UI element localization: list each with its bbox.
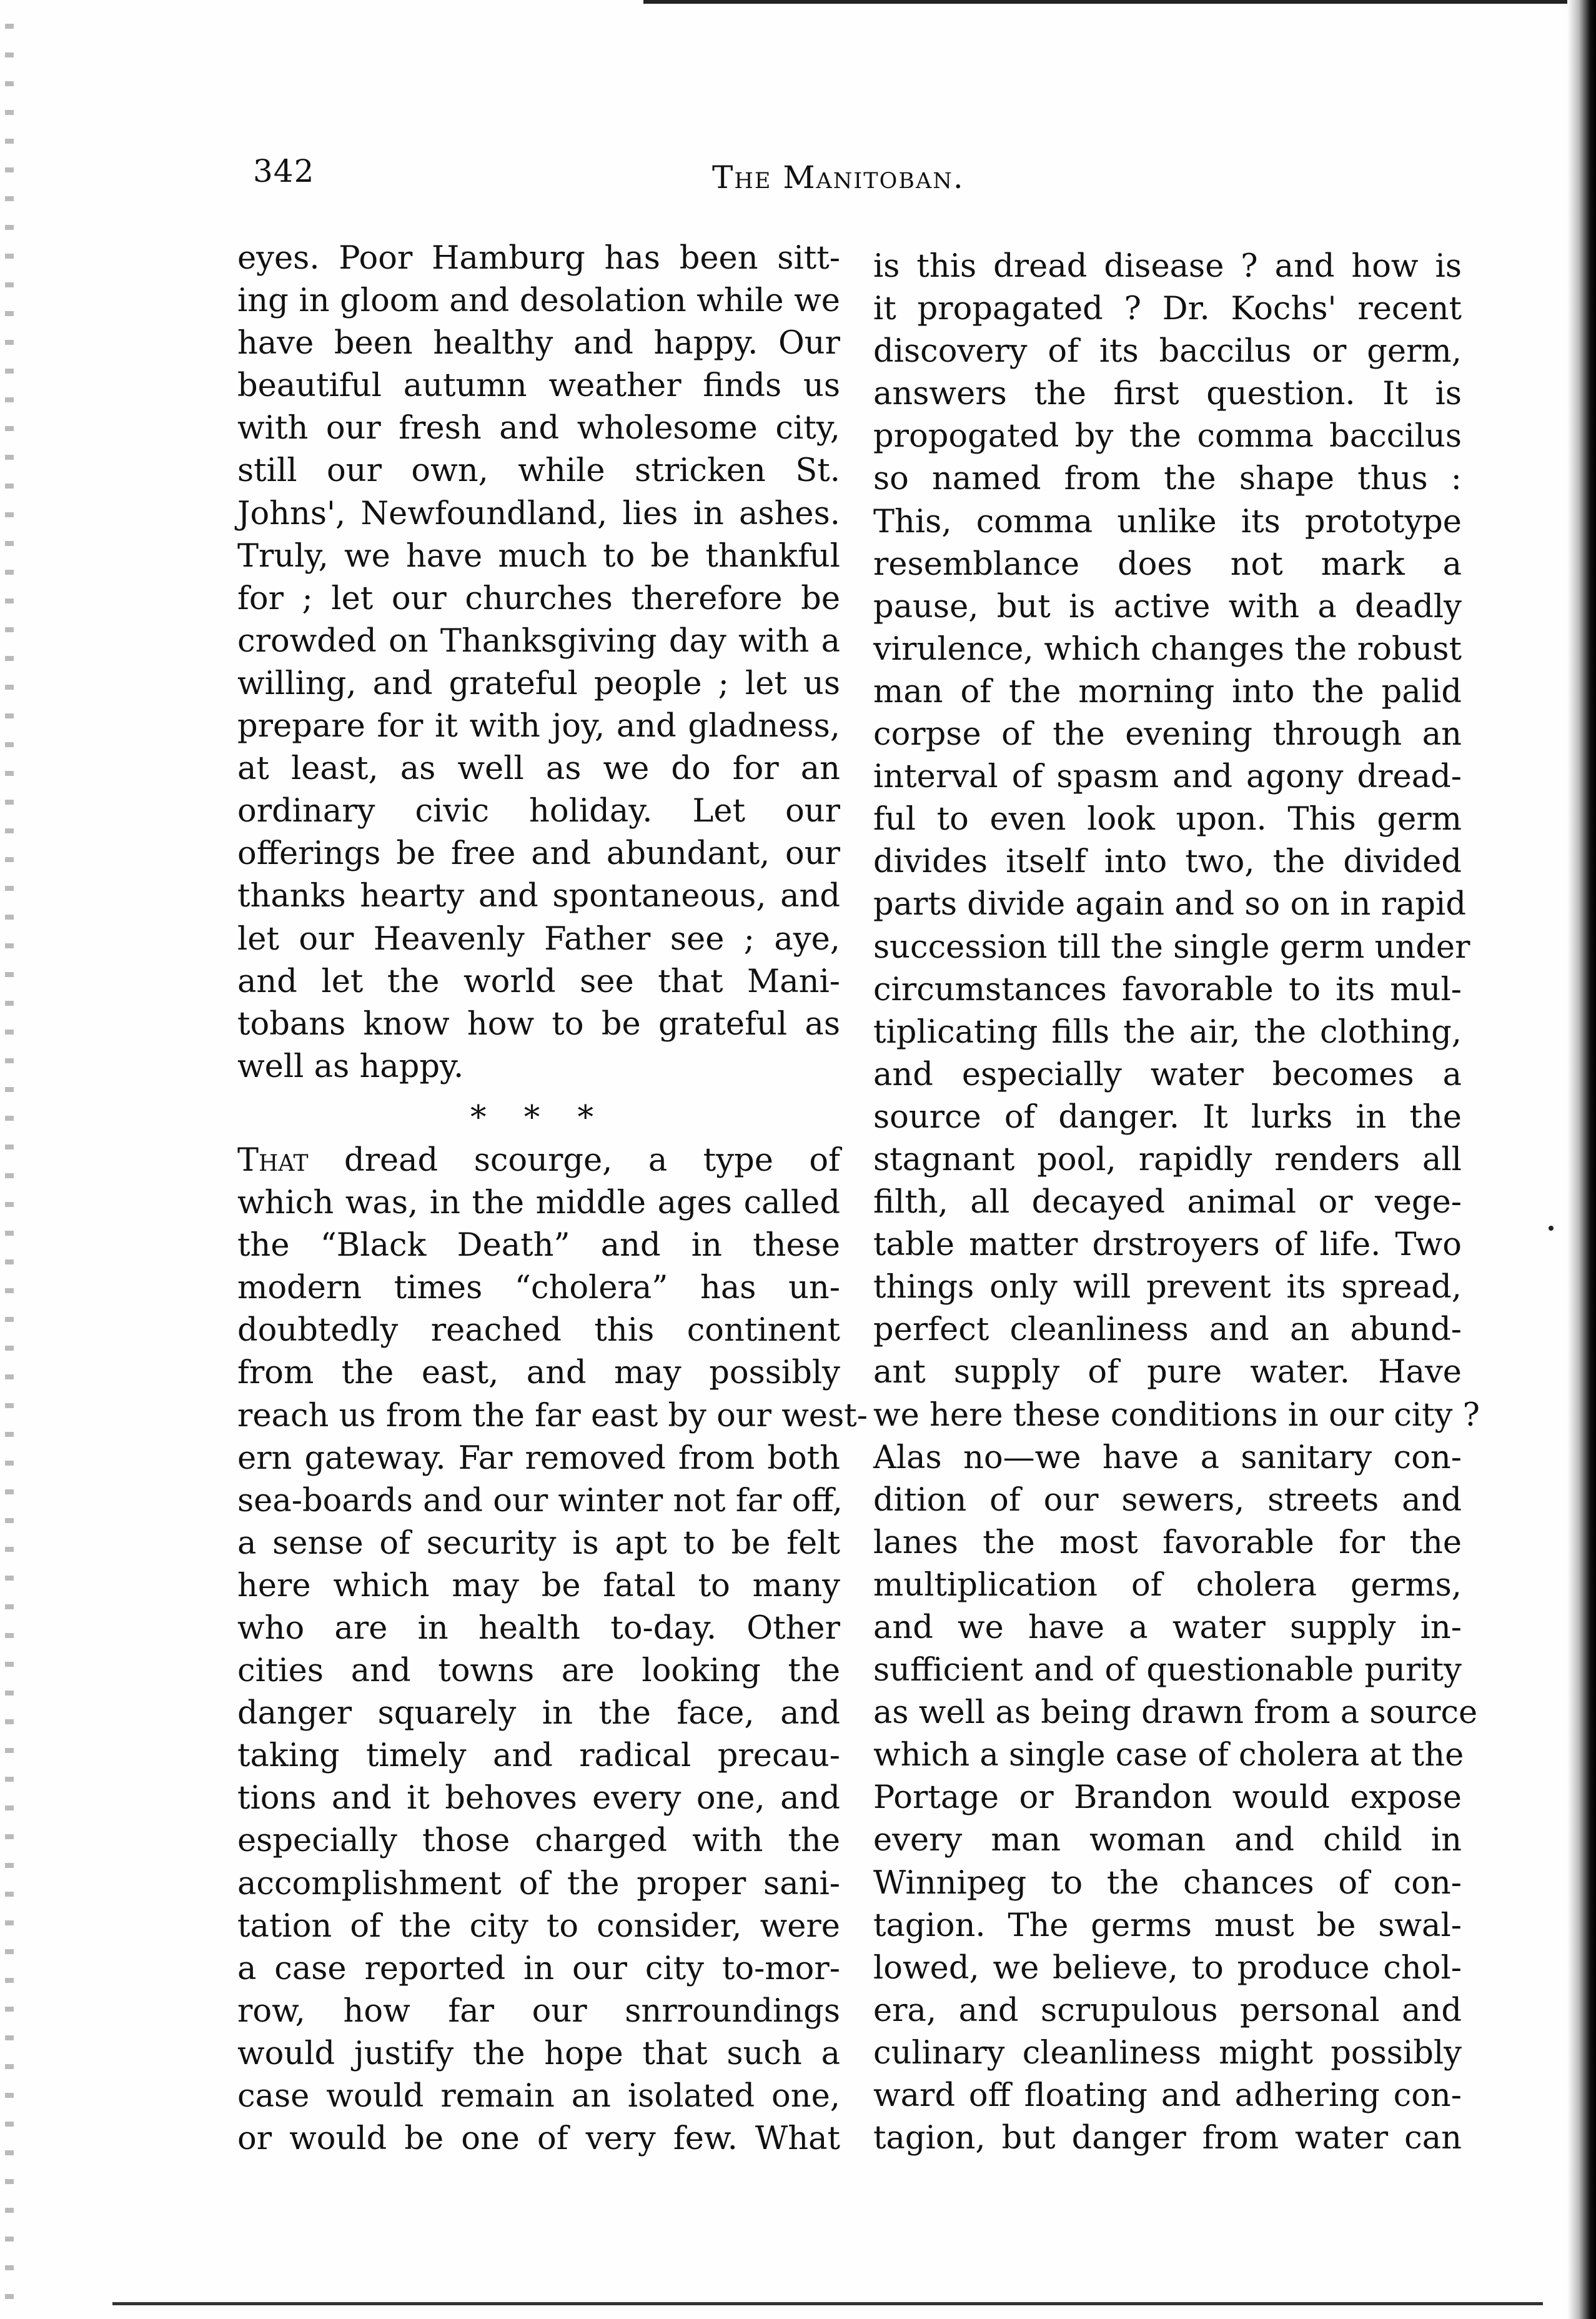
text-line: well as happy. <box>237 1048 464 1085</box>
text-line: sea-boards and our winter not far off, <box>237 1482 843 1519</box>
text-line: which was, in the middle ages called <box>237 1184 840 1222</box>
text-line: tagion, but danger from water can <box>873 2120 1462 2157</box>
scan-edge-left <box>5 0 14 2319</box>
text-line: ordinary civic holiday. Let our <box>237 793 840 830</box>
text-line: ant supply of pure water. Have <box>873 1354 1462 1391</box>
text-line: a case reported in our city to-mor- <box>237 1950 840 1987</box>
text-line: tagion. The germs must be swal- <box>873 1907 1462 1944</box>
left-column <box>237 237 868 2160</box>
text-line: especially those charged with the <box>237 1822 840 1860</box>
text-line: reach us from the far east by our west- <box>237 1397 868 1434</box>
text-line: the “Black Death” and in these <box>237 1227 840 1264</box>
text-line: man of the morning into the palid <box>873 673 1462 710</box>
text-line: and let the world see that Mani- <box>237 963 840 1000</box>
text-line: tation of the city to consider, were <box>237 1907 840 1945</box>
text-line: era, and scrupulous personal and <box>873 1992 1462 2029</box>
text-line: culinary cleanliness might possibly <box>873 2034 1462 2072</box>
text-line: things only will prevent its spread, <box>873 1269 1462 1306</box>
right-column <box>873 246 1480 2160</box>
text-line: succession till the single germ under <box>873 928 1470 966</box>
scan-edge-right <box>1567 0 1596 2319</box>
text-line: perfect cleanliness and an abund- <box>873 1311 1462 1349</box>
text-line: row, how far our snrroundings <box>237 1992 840 2030</box>
text-line: tobans know how to be grateful as <box>237 1005 840 1043</box>
text-line: here which may be fatal to many <box>237 1567 840 1604</box>
text-line: so named from the shape thus : <box>873 460 1462 498</box>
text-line: Portage or Brandon would expose <box>873 1779 1462 1817</box>
paragraph-thanksgiving <box>237 237 840 1088</box>
text-line: discovery of its baccilus or germ, <box>873 333 1462 370</box>
text-line: Truly, we have much to be thankful <box>237 537 840 575</box>
text-line: eyes. Poor Hamburg has been sitt- <box>237 240 840 277</box>
text-line: This, comma unlike its prototype <box>873 503 1462 540</box>
text-line: filth, all decayed animal or vege- <box>873 1184 1462 1221</box>
text-line: a sense of security is apt to be felt <box>237 1524 840 1562</box>
spacer <box>237 1088 840 1097</box>
text-line: parts divide again and so on in rapid <box>873 886 1466 923</box>
text-line: from the east, and may possibly <box>237 1354 840 1392</box>
text-line: lowed, we believe, to produce chol- <box>873 1949 1462 1987</box>
text-line: propogated by the comma baccilus <box>873 418 1462 455</box>
text-line: interval of spasm and agony dread- <box>873 758 1462 796</box>
text-line: every man woman and child in <box>873 1822 1462 1859</box>
page-number: 342 <box>253 153 315 189</box>
text-line: Alas no—we have a sanitary con- <box>873 1439 1462 1476</box>
text-line: Johns', Newfoundland, lies in ashes. <box>237 495 840 532</box>
text-line: danger squarely in the face, and <box>237 1695 840 1732</box>
text-line: resemblance does not mark a <box>873 545 1462 583</box>
text-fragment: dread scourge, a type of <box>308 1141 840 1179</box>
text-line: still our own, while stricken St. <box>237 452 840 490</box>
scan-edge-bottom <box>112 2302 1543 2305</box>
text-line: doubtedly reached this continent <box>237 1312 840 1349</box>
text-line: for ; let our churches therefore be <box>237 580 840 617</box>
text-line: and we have a water supply in- <box>873 1609 1462 1646</box>
text-line: dition of our sewers, streets and <box>873 1481 1462 1519</box>
text-line: tions and it behoves every one, and <box>237 1780 840 1817</box>
text-line: ern gateway. Far removed from both <box>237 1439 840 1477</box>
text-line: case would remain an isolated one, <box>237 2078 840 2115</box>
text-line: ful to even look upon. This germ <box>873 801 1462 838</box>
text-line: pause, but is active with a deadly <box>873 588 1462 625</box>
text-line: accomplishment of the proper sani- <box>237 1865 840 1902</box>
opening-word: That <box>237 1141 309 1179</box>
text-line: it propagated ? Dr. Kochs' recent <box>873 290 1462 328</box>
text-line: table matter drstroyers of life. Two <box>873 1226 1462 1264</box>
margin-speck <box>1549 1226 1554 1231</box>
text-line: cities and towns are looking the <box>237 1652 840 1690</box>
text-line: ing in gloom and desolation while we <box>237 282 840 320</box>
text-line: ward off floating and adhering con- <box>873 2077 1462 2115</box>
text-line: at least, as well as we do for an <box>237 750 840 788</box>
text-line: willing, and grateful people ; let us <box>237 665 840 702</box>
text-line: answers the first question. It is <box>873 375 1462 413</box>
text-line: is this dread disease ? and how is <box>873 248 1462 285</box>
text-line: source of danger. It lurks in the <box>873 1098 1462 1136</box>
scan-edge-top <box>643 0 1568 4</box>
text-line: we here these conditions in our city ? <box>873 1396 1480 1434</box>
text-line: have been healthy and happy. Our <box>237 325 840 362</box>
text-line: would justify the hope that such a <box>237 2035 840 2072</box>
text-line: and especially water becomes a <box>873 1056 1462 1093</box>
text-line: multiplication of cholera germs, <box>873 1566 1462 1604</box>
text-line: taking timely and radical precau- <box>237 1737 840 1775</box>
text-line: which a single case of cholera at the <box>873 1737 1464 1774</box>
text-line: who are in health to-day. Other <box>237 1610 840 1647</box>
paragraph-cholera <box>237 1140 868 2160</box>
text-line: corpse of the evening through an <box>873 716 1462 753</box>
text-line: modern times “cholera” has un- <box>237 1269 840 1307</box>
text-line: crowded on Thanksgiving day with a <box>237 622 840 660</box>
text-line: sufficient and of questionable purity <box>873 1652 1462 1689</box>
text-line: circumstances favorable to its mul- <box>873 971 1462 1008</box>
text-line: let our Heavenly Father see ; aye, <box>237 920 840 958</box>
text-line: lanes the most favorable for the <box>873 1524 1462 1561</box>
text-line: divides itself into two, the divided <box>873 843 1462 881</box>
text-line: beautiful autumn weather finds us <box>237 367 840 405</box>
text-line: Winnipeg to the chances of con- <box>873 1864 1462 1902</box>
section-separator: * * * <box>470 1099 607 1136</box>
text-line: virulence, which changes the robust <box>873 630 1462 668</box>
text-line: with our fresh and wholesome city, <box>237 410 840 447</box>
text-line: prepare for it with joy, and gladness, <box>237 708 840 745</box>
text-line: offerings be free and abundant, our <box>237 835 840 873</box>
text-line: tiplicating fills the air, the clothing, <box>873 1013 1462 1051</box>
running-title: The Manitoban. <box>712 159 964 196</box>
text-line: stagnant pool, rapidly renders all <box>873 1141 1462 1178</box>
text-line: or would be one of very few. What <box>237 2120 840 2158</box>
text-line <box>237 1140 840 1182</box>
text-line: as well as being drawn from a source <box>873 1694 1478 1732</box>
text-line: thanks hearty and spontaneous, and <box>237 878 840 915</box>
